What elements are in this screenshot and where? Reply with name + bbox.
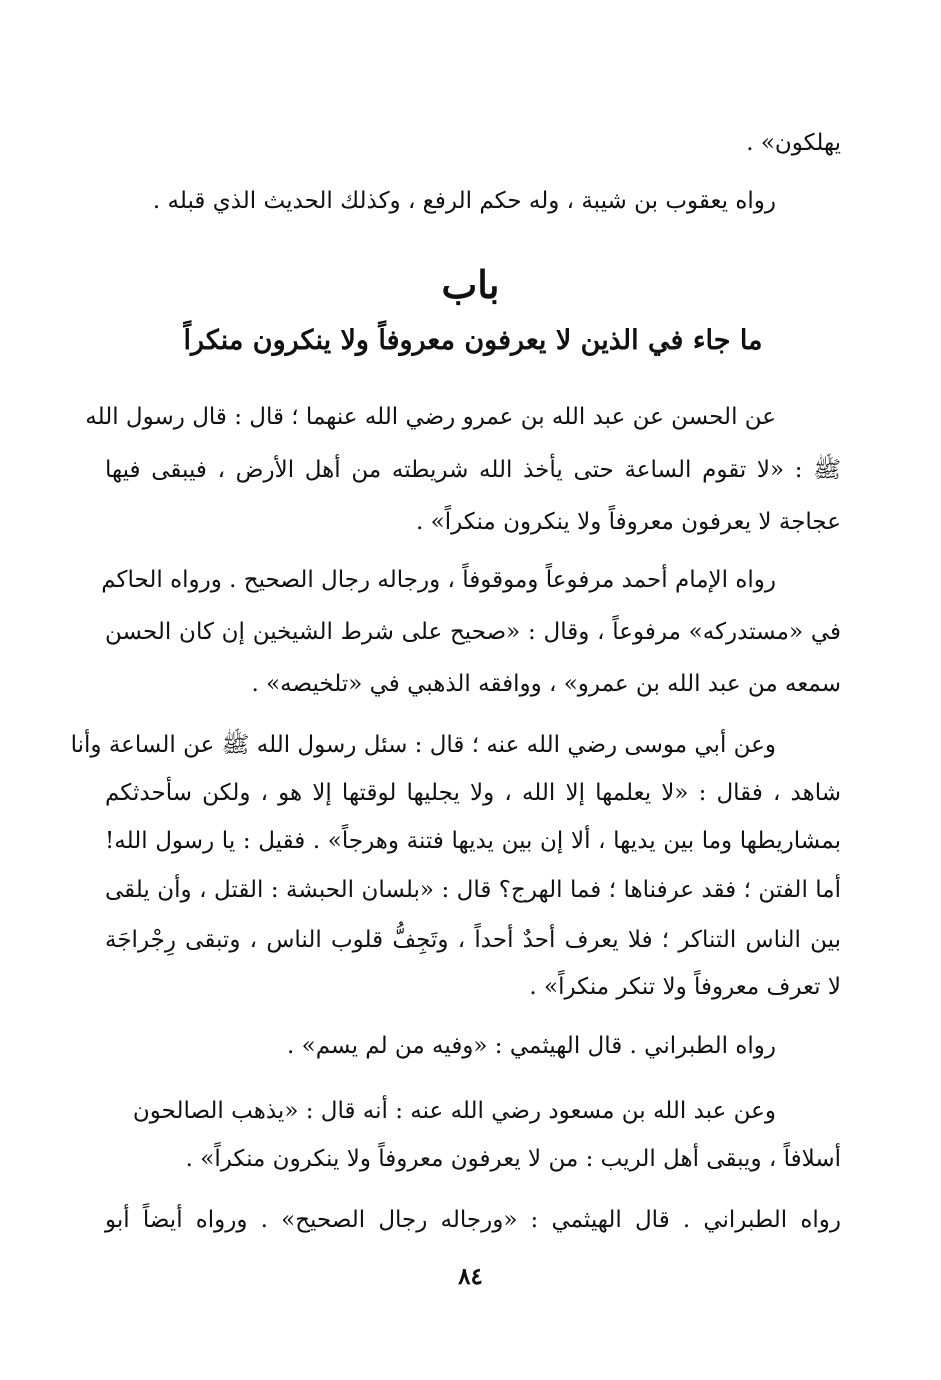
paragraph-line: أما الفتن ؛ فقد عرفناها ؛ فما الهرج؟ قال : «بلسان الحبشة : القتل ، وأن يلقى [105, 877, 841, 903]
paragraph-line: بين الناس التناكر ؛ فلا يعرف أحدٌ أحداً ، وتَجِفُّ قلوب الناس ، وتبقى رِجْراجَة [105, 927, 841, 953]
paragraph-line: وعن عبد الله بن مسعود رضي الله عنه : أنه قال : «يذهب الصالحون [132, 1098, 776, 1124]
paragraph-line: أسلافاً ، ويبقى أهل الريب : من لا يعرفون معروفاً ولا ينكرون منكراً» . [185, 1146, 841, 1172]
narration-line: رواه يعقوب بن شيبة ، وله حكم الرفع ، وكذلك الحديث الذي قبله . [152, 188, 776, 214]
paragraph-line: شاهد ، فقال : «لا يعلمها إلا الله ، ولا يجليها لوقتها إلا هو ، ولكن سأحدثكم [105, 780, 841, 806]
paragraph-line: وعن أبي موسى رضي الله عنه ؛ قال : سئل رسول الله ﷺ عن الساعة وأنا [70, 732, 776, 758]
paragraph-line: سمعه من عبد الله بن عمرو» ، ووافقه الذهبي في «تلخيصه» . [251, 671, 841, 697]
paragraph-line: عن الحسن عن عبد الله بن عمرو رضي الله عنهما ؛ قال : قال رسول الله [85, 404, 776, 430]
paragraph-line: رواه الإمام أحمد مرفوعاً وموقوفاً ، ورجاله رجال الصحيح . ورواه الحاكم [101, 567, 776, 593]
continuation-line: يهلكون» . [746, 130, 841, 156]
paragraph-line: رواه الطبراني . قال الهيثمي : «ورجاله رجال الصحيح» . ورواه أيضاً أبو [105, 1207, 841, 1233]
paragraph-line: في «مستدركه» مرفوعاً ، وقال : «صحيح على شرط الشيخين إن كان الحسن [105, 619, 841, 645]
paragraph-line: ﷺ : «لا تقوم الساعة حتى يأخذ الله شريطته من أهل الأرض ، فيبقى فيها [105, 457, 842, 483]
paragraph-line: لا تعرف معروفاً ولا تنكر منكراً» . [529, 974, 841, 1000]
chapter-heading: باب [441, 262, 500, 307]
paragraph-line: بمشاريطها وما بين يديها ، ألا إن بين يديها فتنة وهرجاً» . فقيل : يا رسول الله! [105, 828, 841, 854]
chapter-title: ما جاء في الذين لا يعرفون معروفاً ولا ينكرون منكراً [183, 325, 763, 356]
paragraph-line: رواه الطبراني . قال الهيثمي : «وفيه من لم يسم» . [287, 1033, 776, 1059]
paragraph-line: عجاجة لا يعرفون معروفاً ولا ينكرون منكراً» . [416, 509, 841, 535]
page-number: ٨٤ [458, 1263, 483, 1290]
